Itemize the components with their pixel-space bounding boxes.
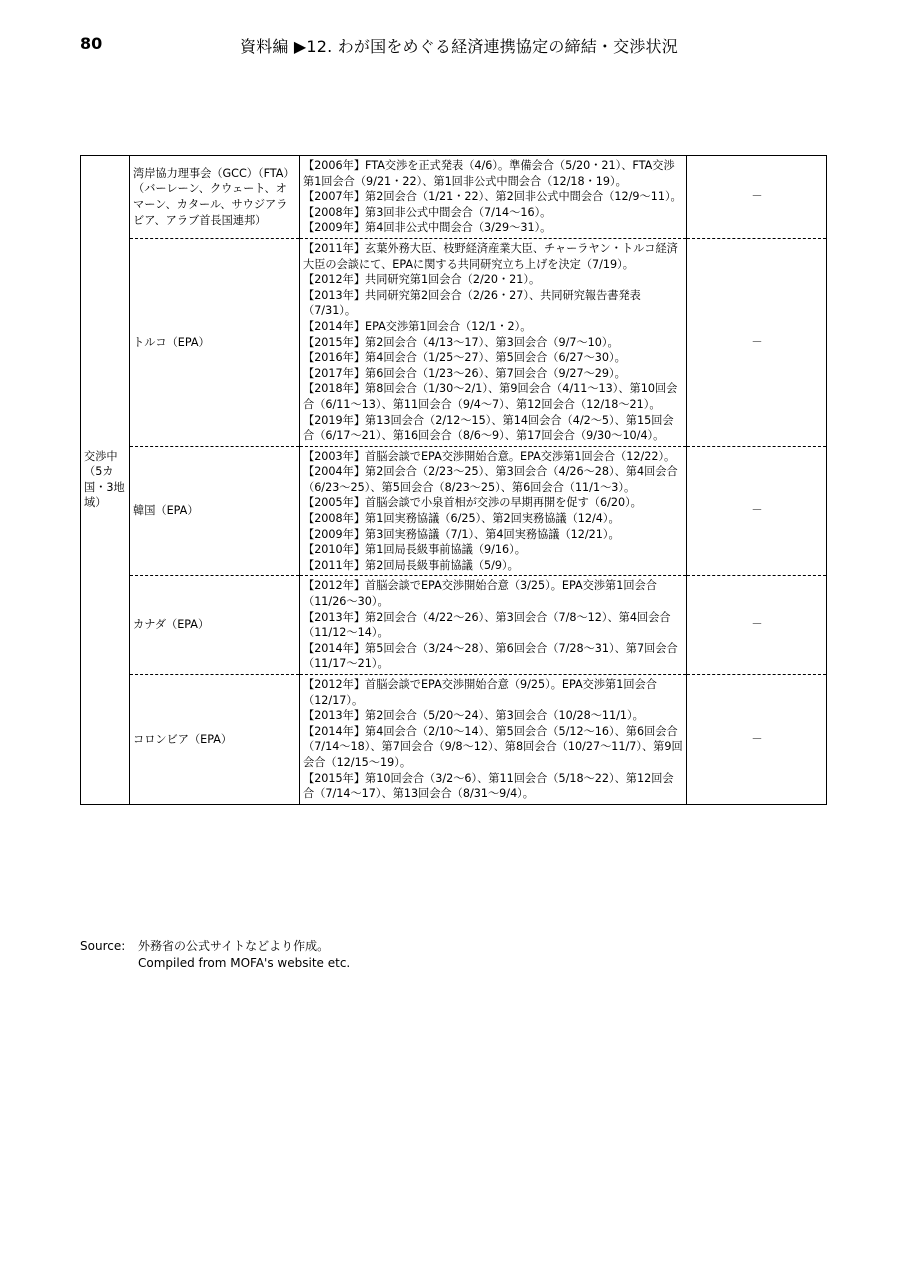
page-number: 80	[80, 34, 103, 53]
party-name: コロンビア（EPA）	[130, 675, 300, 805]
note-cell: －	[687, 675, 827, 805]
history-entry: 【2013年】第2回会合（5/20～24）、第3回会合（10/28～11/1）。	[303, 709, 644, 723]
table-body	[81, 156, 827, 805]
page-header-title: 資料編 ▶12. わが国をめぐる経済連携協定の締結・交渉状況	[240, 37, 678, 56]
history-entry: 【2014年】第4回会合（2/10～14）、第5回会合（5/12～16）、第6回会合（7/14～18）、第7回会合（9/8～12）、第8回会合（10/27～11/7）、第9回会合（12/15～19）。	[303, 724, 683, 769]
party-name: 韓国（EPA）	[130, 446, 300, 576]
history-entry: 【2005年】首脳会談で小泉首相が交渉の早期再開を促す（6/20）。	[303, 496, 642, 510]
history-entry: 【2014年】EPA交渉第1回会合（12/1・2）。	[303, 319, 532, 333]
history-entry: 【2013年】共同研究第2回会合（2/26・27）、共同研究報告書発表（7/31）。	[303, 288, 641, 318]
history-entry: 【2019年】第13回会合（2/12～15）、第14回会合（4/2～5）、第15回会合（6/17～21）、第16回会合（8/6～9）、第17回会合（9/30～10/4）。	[303, 413, 674, 443]
history-entry: 【2010年】第1回局長級事前協議（9/16）。	[303, 543, 526, 557]
history-entry: 【2003年】首脳会談でEPA交渉開始合意。EPA交渉第1回会合（12/22）。	[303, 449, 676, 463]
history-entry: 【2008年】第3回非公式中間会合（7/14～16）。	[303, 205, 552, 219]
history-entry: 【2016年】第4回会合（1/25～27）、第5回会合（6/27～30）。	[303, 351, 626, 365]
agreements-table	[80, 155, 827, 805]
table-row	[81, 238, 827, 446]
negotiation-history	[300, 576, 687, 675]
history-entry: 【2009年】第4回非公式中間会合（3/29～31）。	[303, 221, 552, 235]
negotiation-history	[300, 156, 687, 239]
history-entry: 【2012年】共同研究第1回会合（2/20・21）。	[303, 273, 541, 287]
table-row	[81, 576, 827, 675]
source-japanese: 外務省の公式サイトなどより作成。	[138, 939, 330, 953]
history-entry: 【2011年】玄葉外務大臣、枝野経済産業大臣、チャーラヤン・トルコ経済大臣の会談にて、EPAに関する共同研究立ち上げを決定（7/19）。	[303, 241, 678, 271]
table-row	[81, 156, 827, 239]
history-entry: 【2012年】首脳会談でEPA交渉開始合意（3/25）。EPA交渉第1回会合（11/26～30）。	[303, 579, 657, 609]
negotiation-status-cell: 交渉中（5カ国・3地域）	[81, 156, 130, 805]
history-entry: 【2006年】FTA交渉を正式発表（4/6）。準備会合（5/20・21）、FTA交渉第1回会合（9/21・22）、第1回非公式中間会合（12/18・19）。	[303, 159, 675, 188]
history-entry: 【2004年】第2回会合（2/23～25）、第3回会合（4/26～28）、第4回会合（6/23～25）、第5回会合（8/23～25）、第6回会合（11/1～3）。	[303, 465, 678, 494]
negotiation-history	[300, 446, 687, 576]
history-entry: 【2009年】第3回実務協議（7/1）、第4回実務協議（12/21）。	[303, 527, 620, 541]
history-entry: 【2018年】第8回会合（1/30～2/1）、第9回会合（4/11～13）、第10回会合（6/11～13）、第11回会合（9/4～7）、第12回会合（12/18～21）。	[303, 382, 678, 411]
negotiation-history	[300, 675, 687, 805]
note-cell: －	[687, 576, 827, 675]
history-entry: 【2015年】第10回会合（3/2～6）、第11回会合（5/18～22）、第12回会合（7/14～17）、第13回会合（8/31～9/4）。	[303, 771, 674, 801]
source-label: Source:	[80, 939, 126, 953]
table-row	[81, 446, 827, 576]
history-entry: 【2011年】第2回局長級事前協議（5/9）。	[303, 558, 519, 572]
history-entry: 【2008年】第1回実務協議（6/25）、第2回実務協議（12/4）。	[303, 512, 620, 526]
table-row	[81, 675, 827, 805]
negotiation-history	[300, 238, 687, 446]
source-note	[80, 938, 350, 972]
party-name: カナダ（EPA）	[130, 576, 300, 675]
party-name: 湾岸協力理事会（GCC）（FTA）（バーレーン、クウェート、オマーン、カタール、サウジアラビア、アラブ首長国連邦）	[130, 156, 300, 239]
note-cell: －	[687, 238, 827, 446]
history-entry: 【2017年】第6回会合（1/23～26）、第7回会合（9/27～29）。	[303, 366, 626, 380]
history-entry: 【2014年】第5回会合（3/24～28）、第6回会合（7/28～31）、第7回会合（11/17～21）。	[303, 641, 678, 671]
history-entry: 【2013年】第2回会合（4/22～26）、第3回会合（7/8～12）、第4回会合（11/12～14）。	[303, 610, 671, 640]
history-entry: 【2007年】第2回会合（1/21・22）、第2回非公式中間会合（12/9～11）。	[303, 190, 682, 204]
history-entry: 【2012年】首脳会談でEPA交渉開始合意（9/25）。EPA交渉第1回会合（12/17）。	[303, 678, 657, 707]
note-cell: －	[687, 446, 827, 576]
party-name: トルコ（EPA）	[130, 238, 300, 446]
history-entry: 【2015年】第2回会合（4/13～17）、第3回会合（9/7～10）。	[303, 335, 619, 349]
note-cell: －	[687, 156, 827, 239]
source-english: Compiled from MOFA's website etc.	[138, 956, 351, 970]
